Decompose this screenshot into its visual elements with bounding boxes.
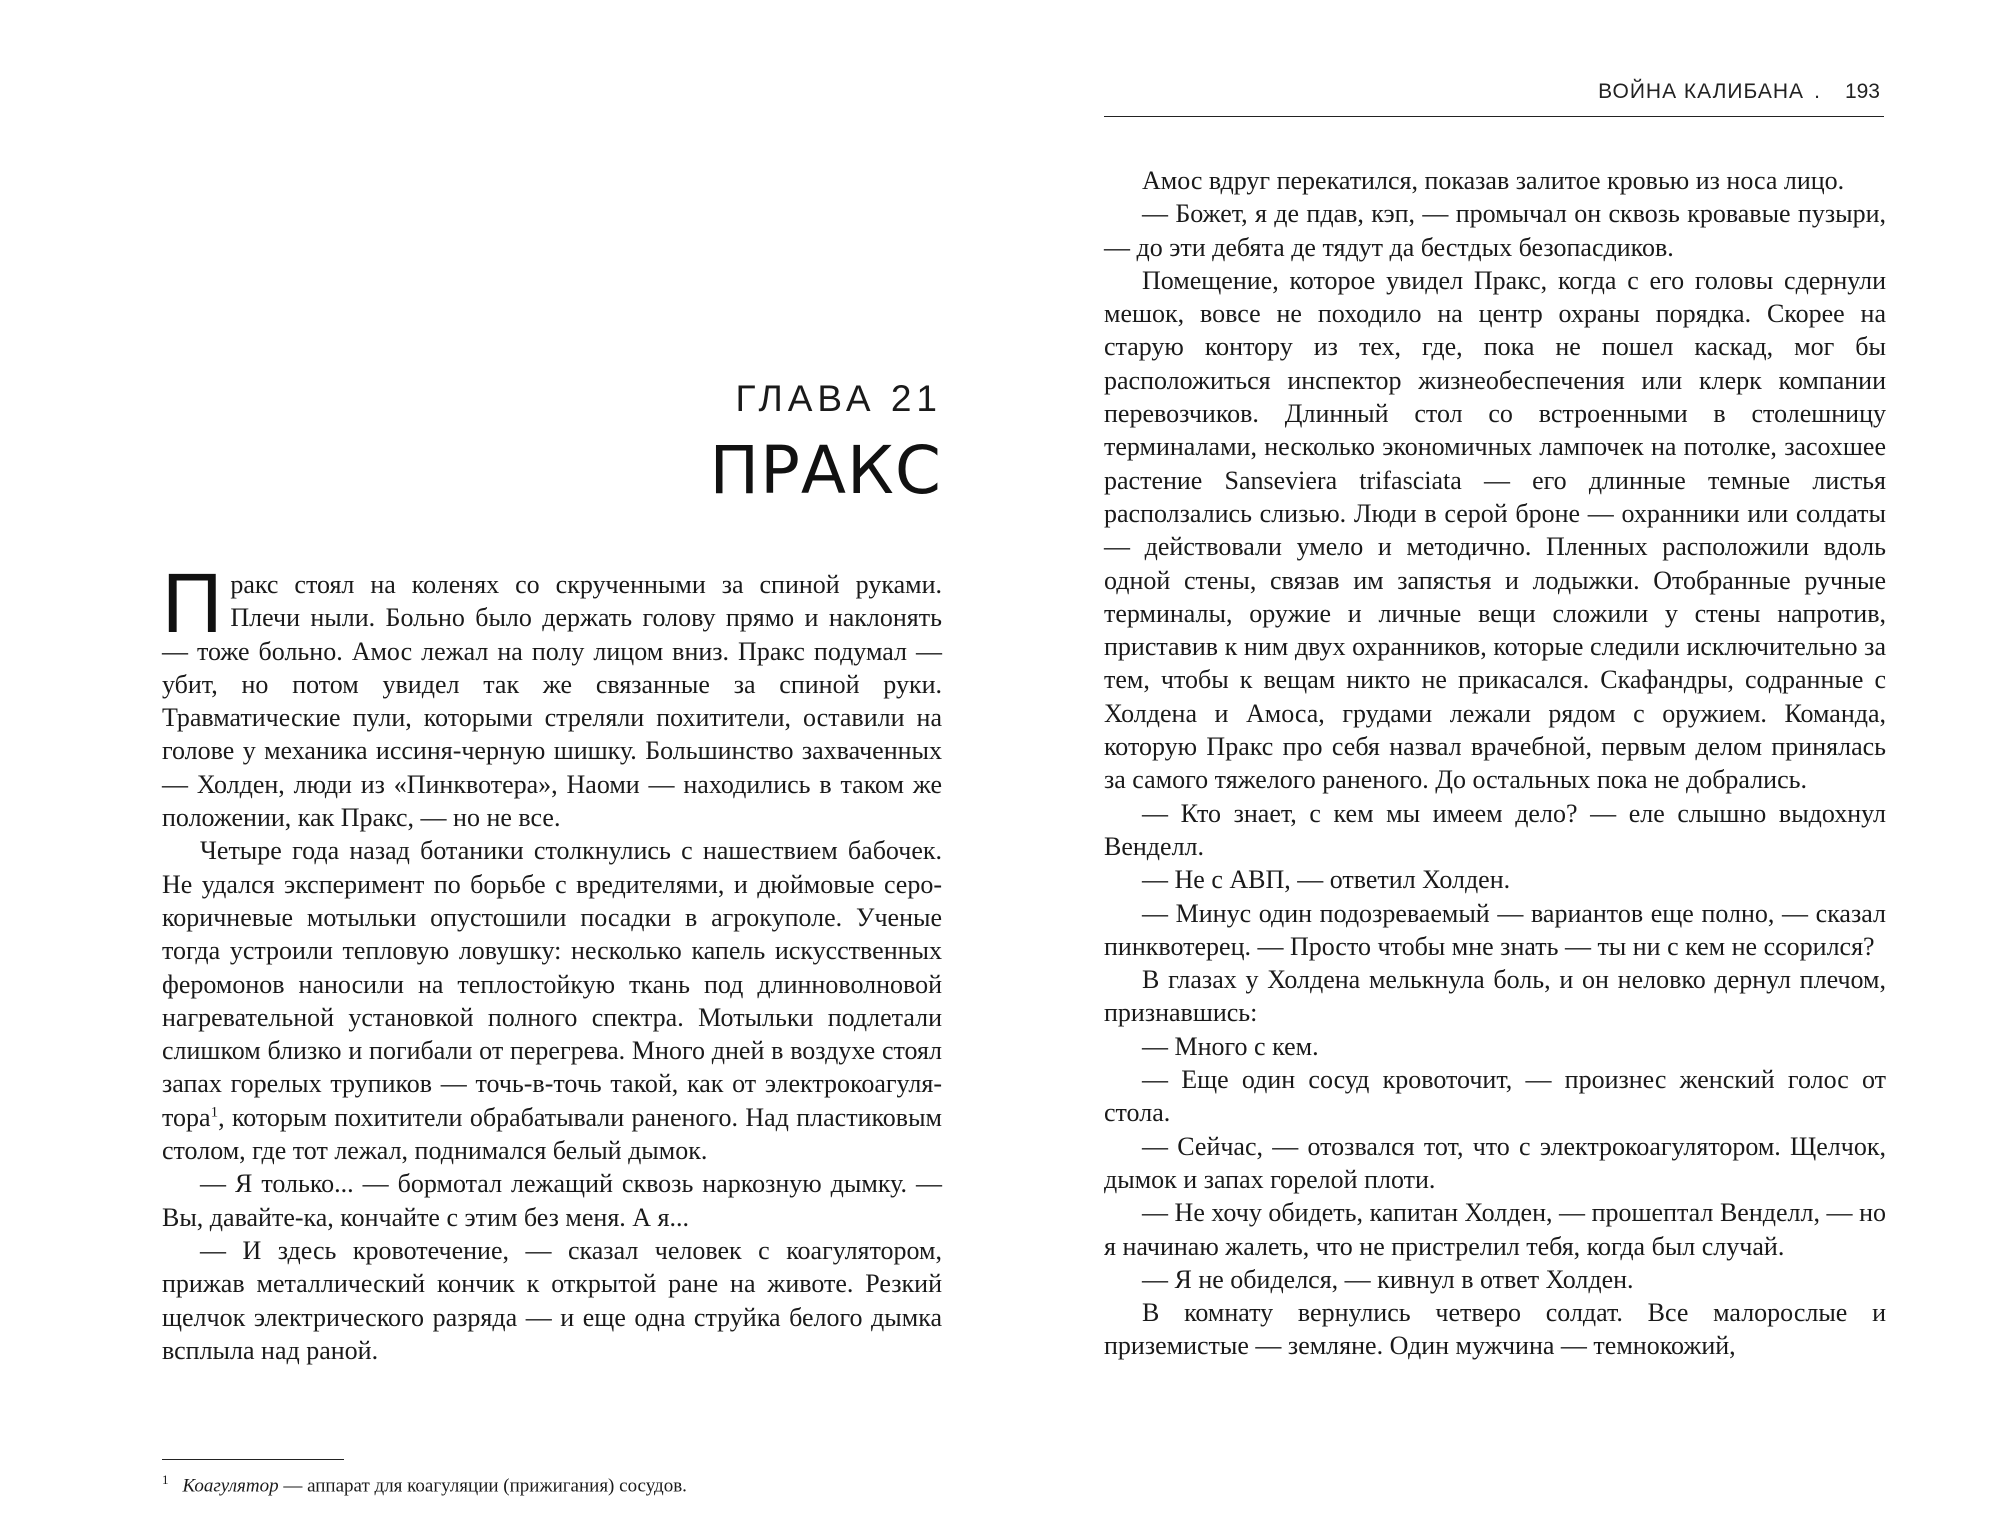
paragraph — [162, 556, 942, 834]
chapter-number: ГЛАВА 21 — [735, 378, 942, 419]
paragraph: — Не хочу обидеть, капитан Холден, — прошептал Венделл, — но я начинаю жалеть, что не пристрелил тебя, когда был случай. — [1104, 1198, 1886, 1261]
paragraph: — Кто знает, с кем мы имеем дело? — еле слышно выдохнул Венделл. — [1104, 798, 1886, 861]
paragraph: — Не с АВП, — ответил Холден. — [1142, 865, 1511, 895]
paragraph — [162, 1167, 942, 1234]
footnote-text: — аппарат для коагуляции (прижигания) сосудов. — [278, 1475, 687, 1497]
paragraph-text: ракс стоял на коленях со скрученными за спиной руками. Плечи ныли. Больно было держать голову прямо и наклонять — тоже больно. Амос лежал на полу лицом вниз. Пракс подумал — убит, но потом увидел так же связанные за спиной руки. Травматические пули, которыми стреляли похитители, оставили на голове у механика иссиня-черную шишку. Большинство захваченных — Холден, люди из «Пинквотера», Наоми — находились в таком же положении, как Пракс, — но не все. — [162, 570, 942, 833]
paragraph: — Сейчас, — отозвался тот, что с электрокоагулятором. Щелчок, дымок и запах горелой плоти. — [1104, 1131, 1886, 1194]
footnote-mark: 1 — [162, 1472, 169, 1487]
footnote-reference[interactable]: 1 — [210, 1104, 219, 1121]
running-header — [1104, 76, 1884, 117]
paragraph: — Я не обиделся, — кивнул в ответ Холден. — [1142, 1264, 1634, 1294]
paragraph: — Божет, я де пдав, кэп, — промычал он сквозь кровавые пузыри, — до эти дебята де тядут да бестдых безопасдиков. — [1104, 199, 1886, 262]
paragraph — [162, 834, 942, 1167]
drop-cap: П — [162, 556, 223, 650]
paragraph-text: , которым похитители обрабатывали раненого. Над пластиковым столом, где тот лежал, поднимался белый дымок. — [162, 1102, 942, 1166]
paragraph: — Еще один сосуд кровоточит, — произнес женский голос от стола. — [1104, 1065, 1886, 1128]
paragraph: — Много с кем. — [1142, 1031, 1319, 1061]
chapter-title: ПРАКС — [709, 432, 942, 509]
page-number: 193 — [1844, 80, 1880, 103]
running-separator: . — [1814, 80, 1820, 103]
paragraph — [162, 1234, 942, 1367]
footnote — [162, 1468, 942, 1498]
paragraph-text: Четыре года назад ботаники столкнулись с нашествием бабочек. Не удался эксперимент по борьбе с вредителями, и дюймовые серо-коричневые мотыльки опустошили посадки в агрокуполе. Ученые тогда устроили тепловую ловушку: несколько капель искусственных феромонов наносили на теплостойкую ткань под длинноволновой нагревательной установкой полного спектра. Мотыльки подлетали слишком близко и погибали от перегрева. Много дней в воздухе стоял запах горелых трупиков — точь-в-точь такой, как от электрокоагулятора — [162, 836, 942, 1132]
paragraph: Помещение, которое увидел Пракс, когда с его головы сдернули мешок, вовсе не походило на центр охраны порядка. Скорее на старую контору из тех, где, пока не пошел каскад, мог бы расположиться инспектор жизнеобеспечения или клерк компании перевозчиков. Длинный стол со встроенными в столешницу терминалами, несколько экономичных лампочек на потолке, засохшее растение Sanseviera trifasciata — его длинные темные листья расползались слизью. Люди в серой броне — охранники или солдаты — действовали умело и методично. Пленных расположили вдоль одной стены, связав им запястья и лодыжки. Отобранные ручные терминалы, оружие и личные вещи сложили у стены напротив, приставив к ним двух охранников, которые следили исключительно за тем, чтобы к вещам никто не прикасался. Скафандры, содранные с Холдена и Амоса, грудами лежали рядом с оружием. Команда, которую Пракс про себя назвал врачебной, первым делом принялась за самого тяжелого раненого. До остальных пока не добрались. — [1104, 265, 1886, 795]
paragraph: — Минус один подозреваемый — вариантов еще полно, — сказал пинквотерец. — Просто чтобы мне знать — ты ни с кем не ссорился? — [1104, 898, 1886, 961]
right-page — [1000, 0, 2000, 1513]
paragraph: Амос вдруг перекатился, показав залитое кровью из носа лицо. — [1142, 166, 1845, 195]
paragraph-text: — И здесь кровотечение, — сказал человек с коагулятором, прижав металлический кончик к открытой ране на животе. Резкий щелчок электрического разряда — и еще одна струйка белого дымка всплыла над раной. — [162, 1235, 942, 1365]
running-title: ВОЙНА КАЛИБАНА — [1598, 80, 1804, 103]
paragraph-text: — Я только... — бормотал лежащий сквозь наркозную дымку. — Вы, давайте-ка, кончайте с этим без меня. А я... — [162, 1169, 942, 1232]
left-text-column — [162, 556, 942, 1367]
footnote-term: Коагулятор — [182, 1475, 279, 1497]
paragraph: В глазах у Холдена мелькнула боль, и он неловко дернул плечом, признавшись: — [1104, 965, 1886, 1028]
footnote-divider — [162, 1459, 344, 1460]
paragraph: В комнату вернулись четверо солдат. Все малорослые и приземистые — земляне. Один мужчина — темнокожий, — [1104, 1298, 1886, 1361]
right-text-column — [1104, 164, 1886, 1363]
